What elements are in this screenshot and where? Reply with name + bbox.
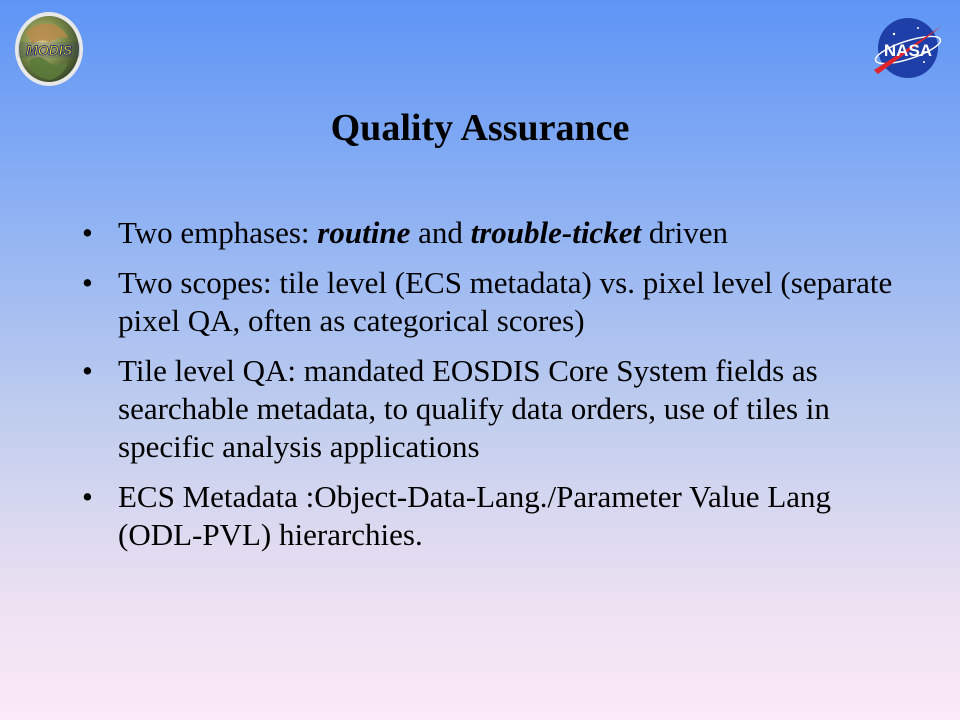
bullet-item-1 [80, 214, 900, 252]
modis-logo-icon [12, 8, 86, 88]
nasa-logo-icon [868, 12, 948, 84]
slide-title: Quality Assurance [330, 107, 630, 149]
bullet-text-part: and [410, 215, 471, 250]
modis-logo-text: MODIS [26, 42, 72, 58]
bullet-emphasis-trouble-ticket: trouble-ticket [470, 215, 642, 250]
bullet-text: ECS Metadata :Object-Data-Lang./Parameter Value Lang (ODL-PVL) hierarchies. [118, 479, 832, 552]
bullet-dot: • [82, 215, 93, 250]
bullet-dot: • [82, 479, 93, 514]
bullet-item-2 [80, 264, 900, 340]
bullet-emphasis-routine: routine [317, 215, 411, 250]
bullet-text: Two scopes: tile level (ECS metadata) vs. pixel level (separate pixel QA, often as categorical scores) [118, 265, 893, 338]
bullet-dot: • [82, 265, 93, 300]
nasa-logo-text: NASA [883, 41, 933, 60]
bullet-dot: • [82, 353, 93, 388]
bullet-text-part: driven [641, 215, 729, 250]
bullet-item-3 [80, 352, 900, 466]
bullet-text-part: Two emphases: [118, 215, 318, 250]
bullet-text: Tile level QA: mandated EOSDIS Core System fields as searchable metadata, to qualify data orders, use of tiles in specific analysis applications [118, 353, 830, 464]
bullet-list [80, 214, 900, 566]
bullet-item-4 [80, 478, 900, 554]
